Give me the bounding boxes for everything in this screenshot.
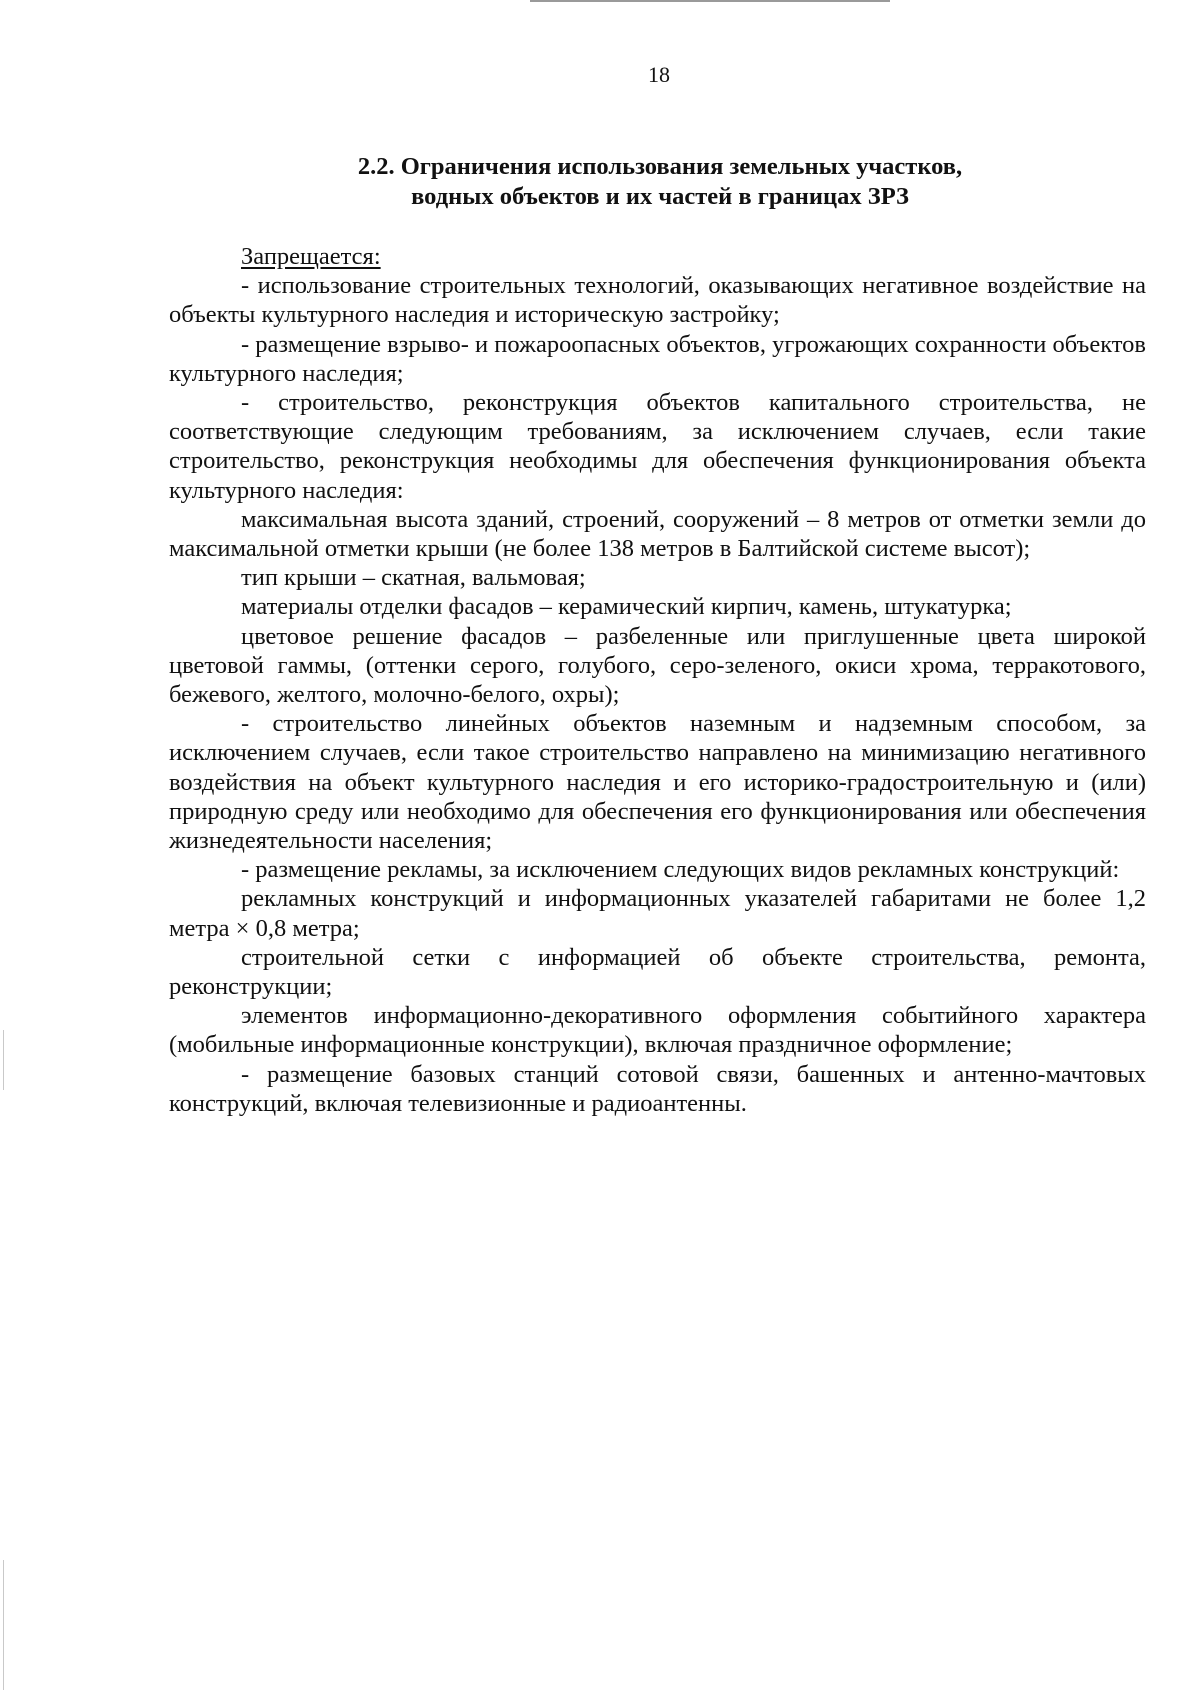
section-heading-line: водных объектов и их частей в границах ЗРЗ [411,183,909,210]
requirement-item: тип крыши – скатная, вальмовая; [241,564,586,592]
list-item: - строительство, реконструкция объектов капитального строительства, не соответствующие следующим требованиям, за исключением случаев, если такие строительство, реконструкция необходимы для обеспечения функционирования объекта культурного наследия: [169,389,1146,504]
section-heading-line: 2.2. Ограничения использования земельных участков, [357,153,963,180]
scan-margin-mark [3,1030,4,1090]
requirement-item: максимальная высота зданий, строений, сооружений – 8 метров от отметки земли до максимальной отметки крыши (не более 138 метров в Балтийской системе высот); [169,505,1146,563]
exception-item: строительной сетки с информацией об объекте строительства, ремонта, реконструкции; [169,943,1146,1001]
requirement-item: материалы отделки фасадов – керамический кирпич, камень, штукатурка; [241,593,1012,621]
prohibition-intro: Запрещается: [241,243,381,270]
requirement-item: цветовое решение фасадов – разбеленные или приглушенные цвета широкой цветовой гаммы, (оттенки серого, голубого, серо-зеленого, окиси хрома, терракотового, бежевого, желтого, молочно-белого, охры); [169,622,1146,709]
document-body [169,242,1146,1118]
list-item: - размещение взрыво- и пожароопасных объектов, угрожающих сохранности объектов культурного наследия; [169,330,1146,387]
scan-margin-mark [3,1560,4,1690]
exception-item: элементов информационно-декоративного оформления событийного характера (мобильные информационные конструкции), включая праздничное оформление; [169,1002,1146,1059]
list-item: - строительство линейных объектов наземным и надземным способом, за исключением случаев, если такое строительство направлено на минимизацию негативного воздействия на объект культурного наследия и его историко-градостроительную и (или) природную среду или необходимо для обеспечения его функционирования или обеспечения жизнедеятельности населения; [169,710,1146,855]
section-heading [300,152,1020,212]
page-number: 18 [648,62,670,87]
list-item: - размещение рекламы, за исключением следующих видов рекламных конструкций: [241,856,1120,884]
exception-item: рекламных конструкций и информационных указателей габаритами не более 1,2 метра × 0,8 метра; [169,885,1146,942]
scan-edge-line [530,0,890,2]
list-item: - использование строительных технологий, оказывающих негативное воздействие на объекты культурного наследия и историческую застройку; [169,272,1146,329]
list-item: - размещение базовых станций сотовой связи, башенных и антенно-мачтовых конструкций, включая телевизионные и радиоантенны. [169,1060,1146,1117]
